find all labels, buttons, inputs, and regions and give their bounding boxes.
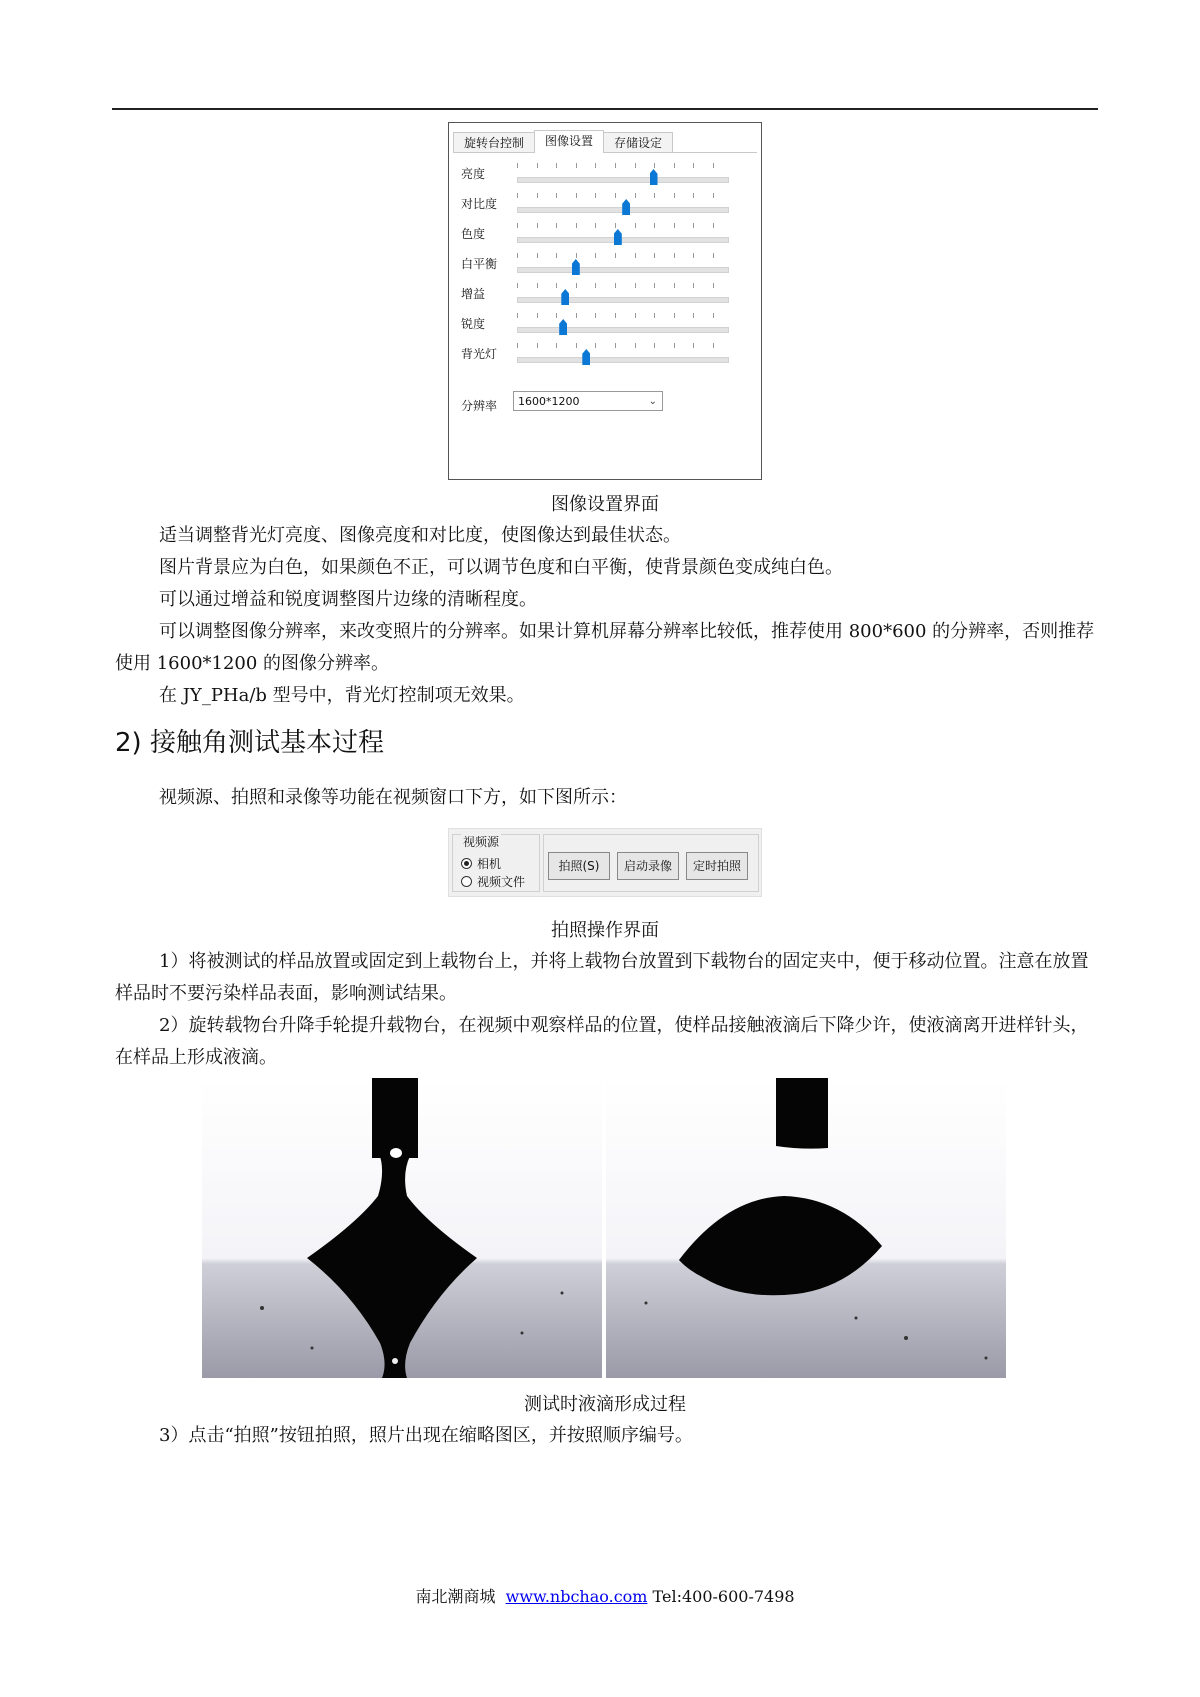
paragraph: 可以调整图像分辨率，来改变照片的分辨率。如果计算机屏幕分辨率比较低，推荐使用 800*600 的分辨率，否则推荐使用 1600*1200 的图像分辨率。 — [115, 621, 1095, 674]
droplet-photo-formed — [606, 1078, 1006, 1378]
radio-file-label: 视频文件 — [477, 875, 526, 889]
slider-ticks — [517, 253, 713, 259]
slider-row — [461, 341, 721, 369]
slider-ticks — [517, 193, 713, 199]
photo-button[interactable]: 拍照(S) — [548, 852, 610, 880]
chevron-down-icon: ⌄ — [648, 396, 657, 407]
paragraph: 图片背景应为白色，如果颜色不正，可以调节色度和白平衡，使背景颜色变成纯白色。 — [159, 557, 843, 578]
settings-caption: 图像设置界面 — [551, 494, 659, 515]
slider-row — [461, 161, 721, 189]
slider-track[interactable] — [517, 237, 729, 243]
radio-unselected-icon — [461, 876, 472, 887]
resolution-value: 1600*1200 — [518, 395, 580, 408]
slider-row — [461, 281, 721, 309]
intro-paragraph: 视频源、拍照和录像等功能在视频窗口下方，如下图所示： — [159, 787, 627, 808]
droplet-photo-contact — [202, 1078, 602, 1378]
capture-panel — [448, 828, 762, 897]
slider-track[interactable] — [517, 267, 729, 273]
slider-row — [461, 191, 721, 219]
resolution-select[interactable] — [513, 391, 663, 411]
slider-ticks — [517, 223, 713, 229]
slider-label: 增益 — [461, 287, 486, 301]
resolution-label: 分辨率 — [461, 399, 498, 413]
radio-camera-label: 相机 — [477, 857, 502, 871]
header-rule — [112, 108, 1098, 110]
radio-video-file[interactable] — [461, 873, 525, 890]
slider-thumb[interactable] — [559, 319, 567, 335]
tab-rotation-control[interactable]: 旋转台控制 — [453, 132, 535, 153]
video-source-group — [452, 834, 540, 892]
slider-track[interactable] — [517, 177, 729, 183]
slider-thumb[interactable] — [582, 349, 590, 365]
paragraph: 在 JY_PHa/b 型号中，背光灯控制项无效果。 — [159, 685, 525, 706]
slider-ticks — [517, 343, 713, 349]
paragraph: 可以通过增益和锐度调整图片边缘的清晰程度。 — [159, 589, 537, 610]
slider-label: 色度 — [461, 227, 486, 241]
slider-ticks — [517, 163, 713, 169]
tab-image-settings[interactable]: 图像设置 — [534, 130, 604, 153]
slider-label: 对比度 — [461, 197, 498, 211]
slider-ticks — [517, 283, 713, 289]
slider-track[interactable] — [517, 297, 729, 303]
slider-label: 锐度 — [461, 317, 486, 331]
tab-divider — [453, 152, 757, 153]
slider-track[interactable] — [517, 357, 729, 363]
paragraph: 1）将被测试的样品放置或固定到上载物台上，并将上载物台放置到下载物台的固定夹中，便于移动位置。注意在放置样品时不要污染样品表面，影响测试结果。 — [115, 951, 1089, 1004]
slider-thumb[interactable] — [650, 169, 658, 185]
start-record-button[interactable]: 启动录像 — [617, 852, 679, 880]
footer-shop: 南北潮商城 — [415, 1587, 496, 1606]
footer — [0, 1584, 1200, 1607]
step3-paragraph: 3）点击“拍照”按钮拍照，照片出现在缩略图区，并按照顺序编号。 — [159, 1425, 693, 1446]
slider-thumb[interactable] — [572, 259, 580, 275]
footer-tel: Tel:400-600-7498 — [652, 1587, 795, 1606]
timed-photo-button[interactable]: 定时拍照 — [686, 852, 748, 880]
slider-thumb[interactable] — [561, 289, 569, 305]
capture-buttons — [543, 834, 759, 892]
slider-row — [461, 311, 721, 339]
slider-track[interactable] — [517, 327, 729, 333]
paragraph: 适当调整背光灯亮度、图像亮度和对比度，使图像达到最佳状态。 — [159, 525, 681, 546]
tab-storage-settings[interactable]: 存储设定 — [603, 132, 673, 153]
slider-label: 白平衡 — [461, 257, 498, 271]
slider-ticks — [517, 313, 713, 319]
slider-label: 背光灯 — [461, 347, 498, 361]
slider-thumb[interactable] — [614, 229, 622, 245]
radio-camera[interactable] — [461, 855, 501, 872]
radio-selected-icon — [461, 858, 472, 869]
image-settings-panel — [448, 122, 762, 480]
slider-row — [461, 251, 721, 279]
photos-caption: 测试时液滴形成过程 — [524, 1394, 686, 1415]
video-source-title: 视频源 — [463, 835, 500, 849]
slider-row — [461, 221, 721, 249]
slider-label: 亮度 — [461, 167, 486, 181]
footer-link[interactable]: www.nbchao.com — [505, 1587, 648, 1606]
section-heading: 2) 接触角测试基本过程 — [115, 728, 384, 758]
settings-tabs — [453, 130, 672, 152]
capture-caption: 拍照操作界面 — [551, 920, 659, 941]
paragraph: 2）旋转载物台升降手轮提升载物台，在视频中观察样品的位置，使样品接触液滴后下降少许，使液滴离开进样针头，在样品上形成液滴。 — [115, 1015, 1089, 1068]
slider-thumb[interactable] — [622, 199, 630, 215]
